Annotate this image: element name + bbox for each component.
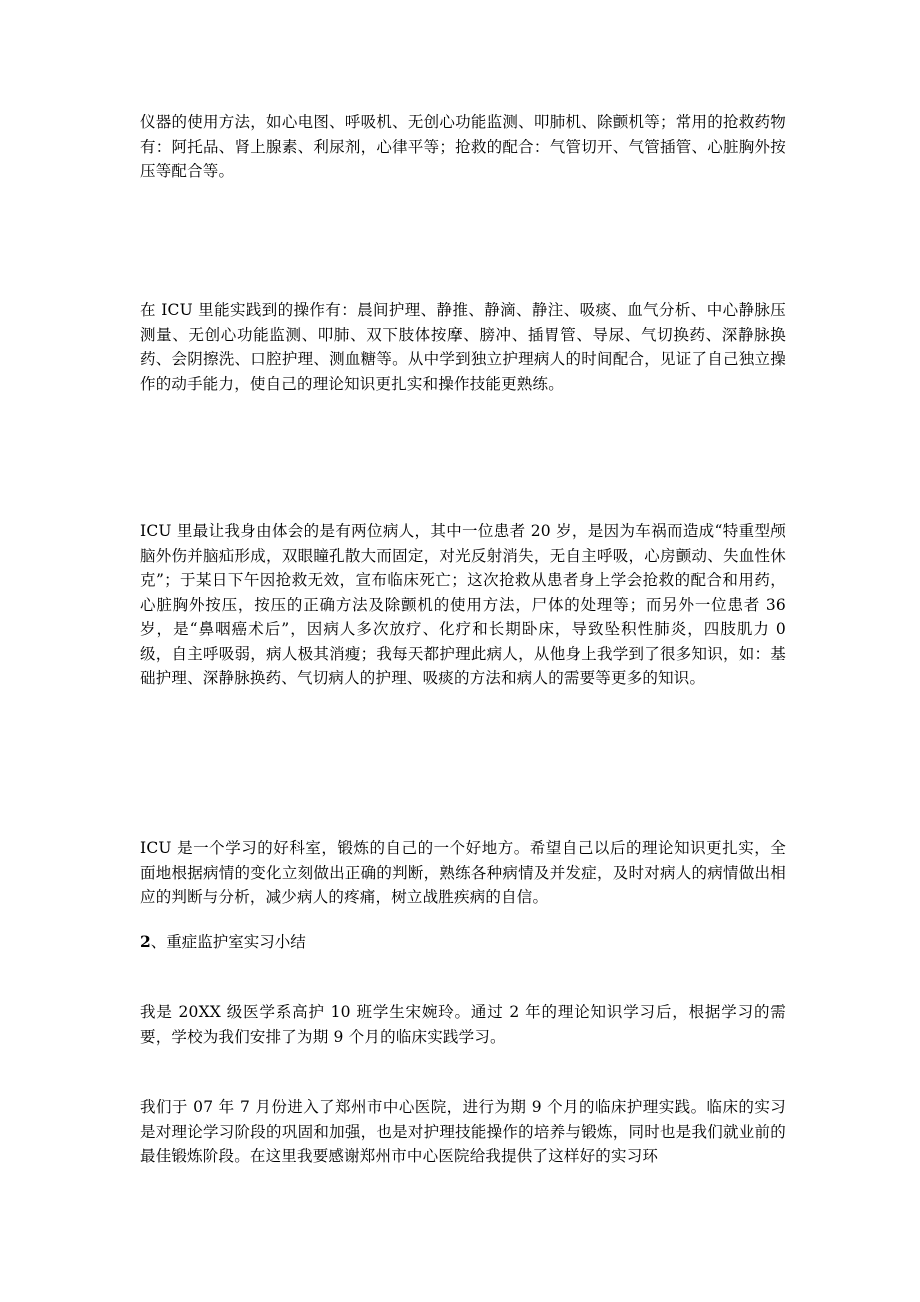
section-heading: [140, 930, 786, 955]
paragraph-icu-operations: 在 ICU 里能实践到的操作有：晨间护理、静推、静滴、静注、吸痰、血气分析、中心静脉压测量、无创心功能监测、叩肺、双下肢体按摩、膀冲、插胃管、导尿、气切换药、深静脉换药、会阴擦洗、口腔护理、测血糖等。从中学到独立护理病人的时间配合，见证了自己独立操作的动手能力，使自己的理论知识更扎实和操作技能更熟练。: [140, 301, 786, 393]
paragraph-student-intro: 我是 20XX 级医学系高护 10 班学生宋婉玲。通过 2 年的理论知识学习后，根据学习的需要，学校为我们安排了为期 9 个月的临床实践学习。: [140, 1003, 786, 1046]
section-heading-number: 2: [140, 932, 151, 951]
paragraph-hospital-practice: 我们于 07 年 7 月份进入了郑州市中心医院，进行为期 9 个月的临床护理实践。临床的实习是对理论学习阶段的巩固和加强，也是对护理技能操作的培养与锻炼，同时也是我们就业前的最佳锻炼阶段。在这里我要感谢郑州市中心医院给我提供了这样好的实习环: [140, 1098, 786, 1165]
paragraph-equipment-and-drugs: 仪器的使用方法，如心电图、呼吸机、无创心功能监测、叩肺机、除颤机等；常用的抢救药物有：阿托品、肾上腺素、利尿剂，心律平等；抢救的配合：气管切开、气管插管、心脏胸外按压等配合等。: [140, 113, 786, 180]
paragraph-icu-reflection: ICU 是一个学习的好科室，锻炼的自己的一个好地方。希望自己以后的理论知识更扎实，全面地根据病情的变化立刻做出正确的判断，熟练各种病情及并发症，及时对病人的病情做出相应的判断与分析，减少病人的疼痛，树立战胜疾病的自信。: [140, 839, 786, 906]
paragraph-patient-cases: ICU 里最让我身由体会的是有两位病人，其中一位患者 20 岁，是因为车祸而造成“特重型颅脑外伤并脑疝形成，双眼瞳孔散大而固定，对光反射消失，无自主呼吸，心房颤动、失血性休克”；于某日下午因抢救无效，宣布临床死亡；这次抢救从患者身上学会抢救的配合和用药，心脏胸外按压，按压的正确方法及除颤机的使用方法，尸体的处理等；而另外一位患者 36 岁，是“鼻咽癌术后”，因病人多次放疗、化疗和长期卧床，导致坠积性肺炎，四肢肌力 0 级，自主呼吸弱，病人极其消瘦；我每天都护理此病人，从他身上我学到了很多知识，如：基础护理、深静脉换药、气切病人的护理、吸痰的方法和病人的需要等更多的知识。: [140, 522, 786, 687]
section-heading-text: 、重症监护室实习小结: [150, 933, 306, 951]
